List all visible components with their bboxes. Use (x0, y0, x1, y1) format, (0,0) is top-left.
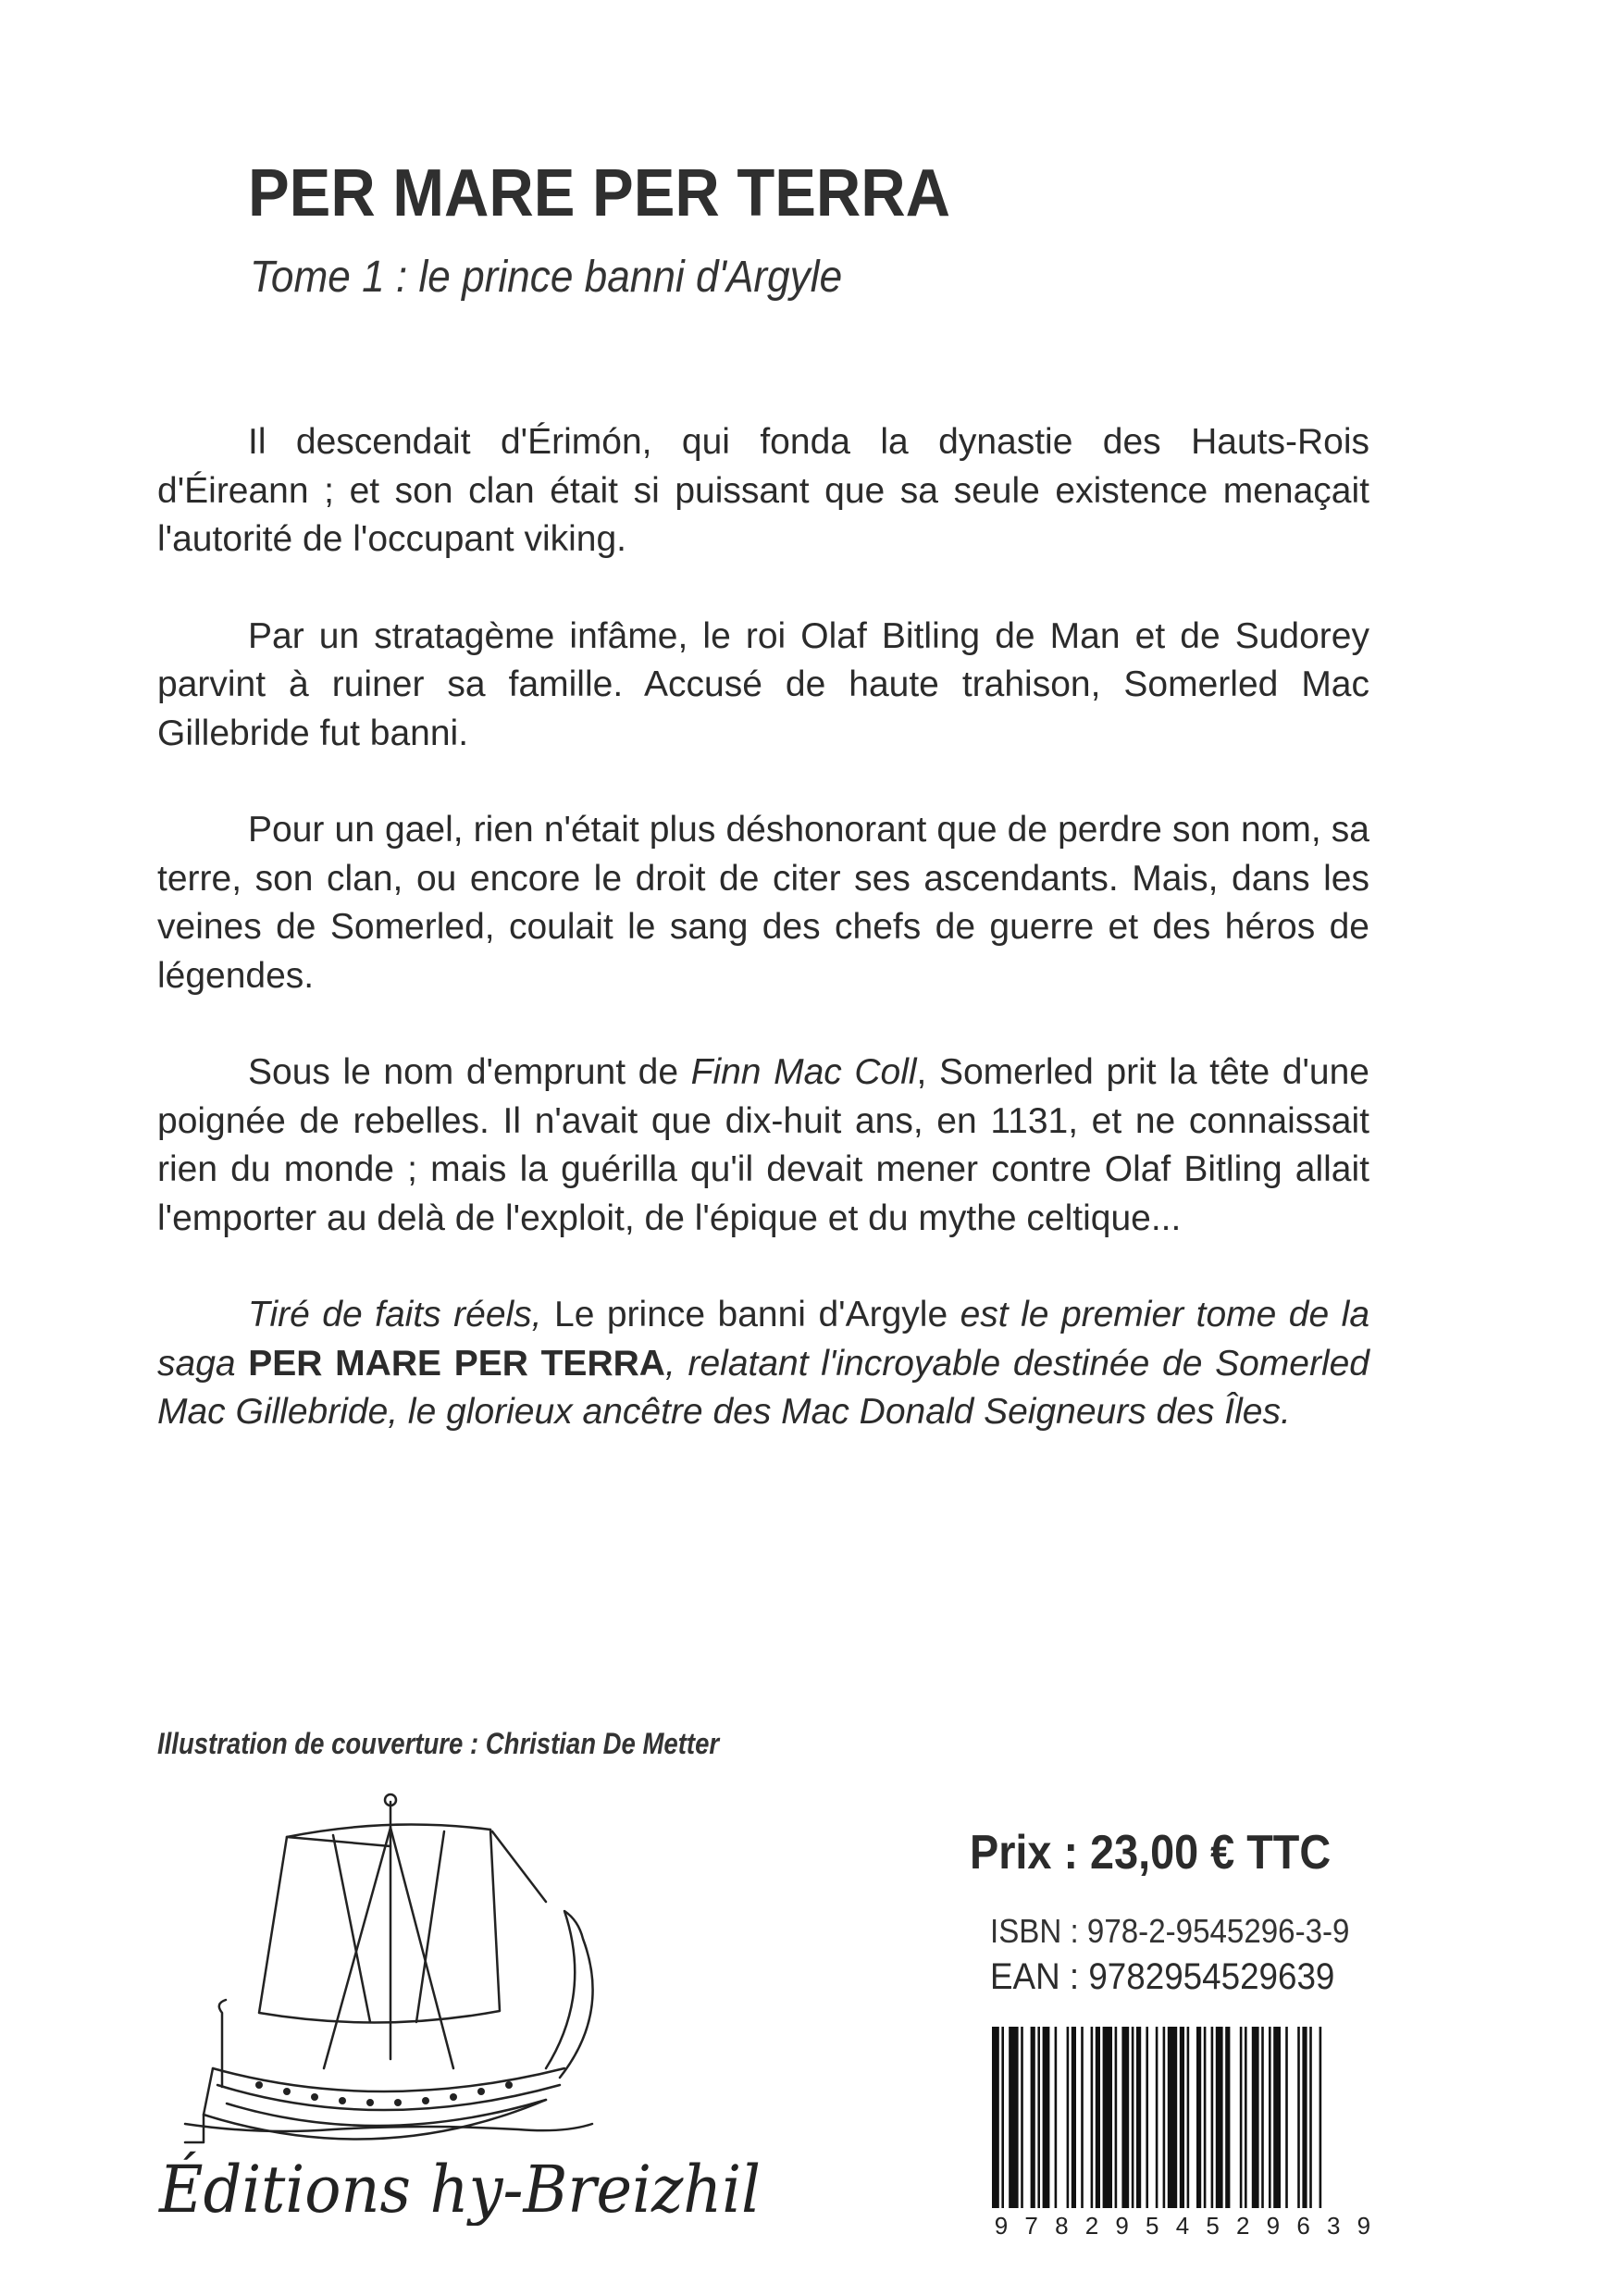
barcode-bar (1132, 2027, 1134, 2208)
p5-part-e: , relatant l'incroyable destinée de Somerled Mac Gillebride, le glorieux ancêtre des Mac Donald Seigneurs des Îles. (157, 1343, 1369, 1432)
barcode-bar (1261, 2027, 1264, 2208)
barcode-bar (1072, 2027, 1076, 2208)
barcode-bar (1225, 2027, 1230, 2208)
barcode-bar (1037, 2027, 1040, 2208)
barcode-digit: 9 (1266, 2212, 1281, 2240)
p5-part-a: Tiré de faits réels, (248, 1295, 554, 1334)
barcode-bar (1096, 2027, 1100, 2208)
barcode-bar (1081, 2027, 1084, 2208)
barcode-bar (1273, 2027, 1281, 2208)
barcode-bar (1245, 2027, 1247, 2208)
barcode-bar (1146, 2027, 1148, 2208)
barcode-bar (1001, 2027, 1004, 2208)
ean: EAN : 9782954529639 (990, 1956, 1335, 1997)
barcode-bar (1043, 2027, 1050, 2208)
book-title: PER MARE PER TERRA (248, 156, 950, 230)
barcode-bar (1136, 2027, 1141, 2208)
barcode-bar (1285, 2027, 1288, 2208)
barcode-bar (1204, 2027, 1207, 2208)
barcode-bar (992, 2027, 999, 2208)
barcode-bar (1240, 2027, 1243, 2208)
barcode-digit: 8 (1055, 2212, 1069, 2240)
barcode-bar (1067, 2027, 1070, 2208)
synopsis-paragraph-3: Pour un gael, rien n'était plus déshonorant que de perdre son nom, sa terre, son clan, ou encore le droit de citer ses ascendants. Mais, dans les veines de Somerled, coulait le sang des chefs de guerre et des héros de légendes. (157, 810, 1369, 996)
barcode-bar (1196, 2027, 1201, 2208)
barcode-bar (1091, 2027, 1094, 2208)
publisher-logo (148, 1791, 777, 2226)
barcode-digit: 7 (1024, 2212, 1038, 2240)
p4-text-start: Sous le nom d'emprunt de (248, 1052, 691, 1092)
synopsis (157, 418, 1369, 1437)
barcode-bar (1319, 2027, 1322, 2208)
barcode-digit: 5 (1206, 2212, 1220, 2240)
p4-alias: Finn Mac Coll (690, 1052, 917, 1092)
p4-text-end: , Somerled prit la tête d'une poignée de rebelles. Il n'avait que dix-huit ans, en 1131, et ne connaissait rien du monde ; mais la guérilla qu'il devait mener contre Olaf Bitling allait l'emporter au delà de l'exploit, de l'épique et du mythe celtique... (157, 1052, 1369, 1238)
barcode-bar (1055, 2027, 1058, 2208)
synopsis-paragraph-5 (157, 1291, 1369, 1437)
price: Prix : 23,00 € TTC (970, 1826, 1332, 1880)
barcode-bar (1187, 2027, 1190, 2208)
p5-part-c: est le premier tome de la saga (157, 1295, 1370, 1384)
barcode-digit: 9 (1115, 2212, 1129, 2240)
p5-saga-name: PER MARE PER TERRA (248, 1343, 665, 1384)
barcode-bar (1216, 2027, 1223, 2208)
barcode-bar (1252, 2027, 1259, 2208)
synopsis-paragraph-2: Par un stratagème infâme, le roi Olaf Bitling de Man et de Sudorey parvint à ruiner sa famille. Accusé de haute trahison, Somerled Mac Gillebride fut banni. (157, 615, 1369, 753)
barcode-bar (1163, 2027, 1166, 2208)
barcode-digit: 9 (1357, 2212, 1371, 2240)
barcode-bar (1021, 2027, 1023, 2208)
barcode-bar (1302, 2027, 1307, 2208)
barcode-digit: 5 (1146, 2212, 1159, 2240)
barcode-bar (1115, 2027, 1118, 2208)
barcode-bar (1103, 2027, 1112, 2208)
barcode-bar (1031, 2027, 1035, 2208)
barcode-digits (988, 2212, 1377, 2245)
barcode-digit: 6 (1296, 2212, 1310, 2240)
barcode-bar (1180, 2027, 1184, 2208)
barcode-bar (1211, 2027, 1214, 2208)
illustration-credit: Illustration de couverture : Christian De Metter (157, 1727, 720, 1760)
p5-book-name: Le prince banni d'Argyle (554, 1295, 948, 1334)
publisher-name: Éditions hy-Breizhil (157, 2152, 762, 2226)
synopsis-paragraph-1: Il descendait d'Érimón, qui fonda la dynastie des Hauts-Rois d'Éireann ; et son clan était si puissant que sa seule existence menaçait l'autorité de l'occupant viking. (157, 422, 1369, 559)
barcode-digit: 3 (1326, 2212, 1341, 2240)
synopsis-paragraph-4 (157, 1049, 1369, 1243)
barcode-bar (1168, 2027, 1177, 2208)
barcode-bar (1009, 2027, 1018, 2208)
ean-barcode (988, 2027, 1377, 2212)
book-subtitle: Tome 1 : le prince banni d'Argyle (250, 253, 843, 302)
barcode-digit: 9 (994, 2212, 1009, 2240)
barcode-bar (1309, 2027, 1312, 2208)
barcode-bar (1297, 2027, 1300, 2208)
isbn: ISBN : 978-2-9545296-3-9 (990, 1912, 1350, 1950)
barcode-digit: 4 (1175, 2212, 1190, 2240)
barcode-bar (1269, 2027, 1271, 2208)
barcode-digit: 2 (1084, 2212, 1099, 2240)
barcode-digit: 2 (1236, 2212, 1250, 2240)
barcode-bar (1156, 2027, 1158, 2208)
barcode-bar (1121, 2027, 1129, 2208)
